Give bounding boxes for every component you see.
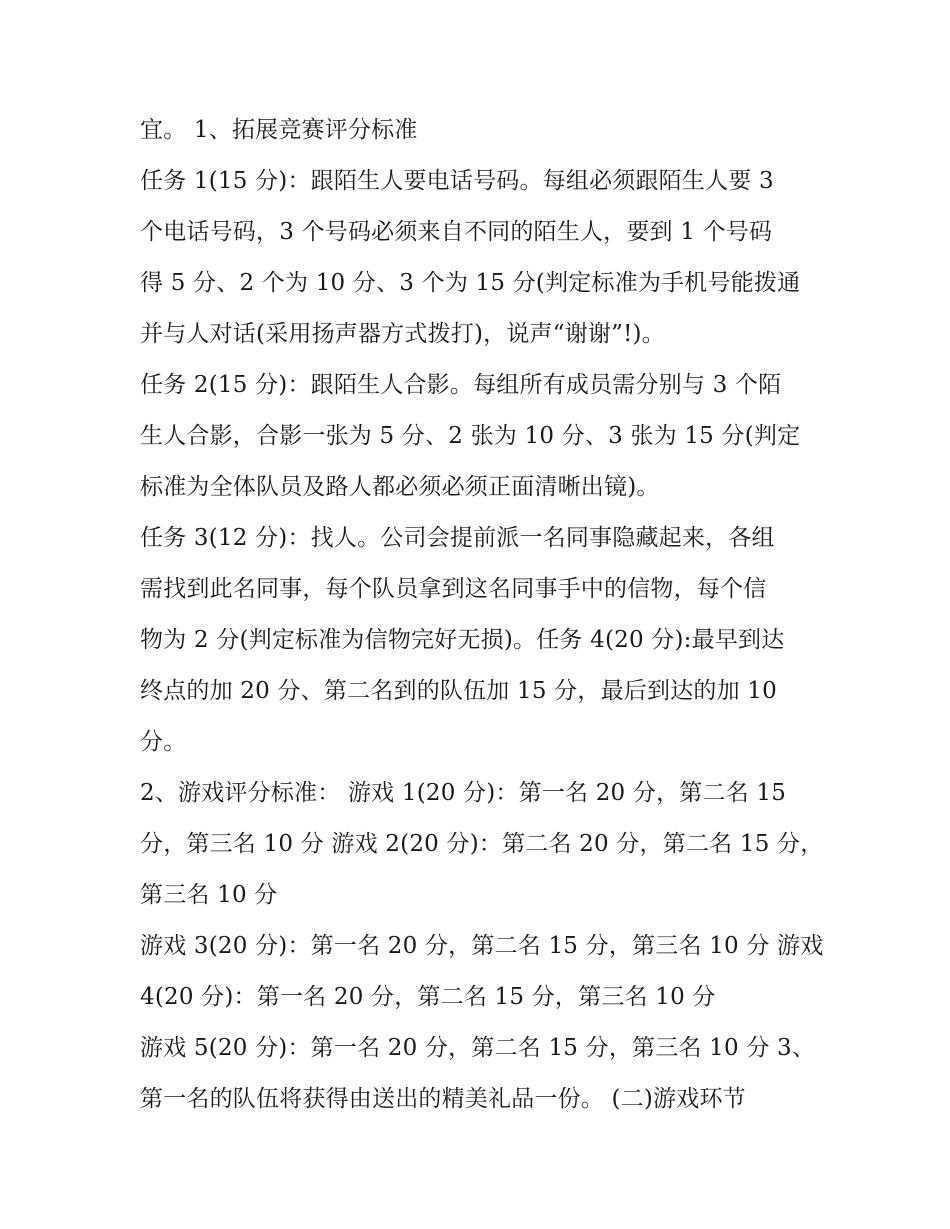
text-line: 4(20 分)：第一名 20 分，第二名 15 分，第三名 10 分 xyxy=(140,984,716,1010)
text-line: 第三名 10 分 xyxy=(140,882,278,908)
document-body xyxy=(140,105,824,1125)
text-line: 宜。 1、拓展竞赛评分标准 xyxy=(140,117,418,143)
text-line: 物为 2 分(判定标准为信物完好无损)。任务 4(20 分):最早到达 xyxy=(140,627,785,653)
text-line: 任务 2(15 分)：跟陌生人合影。每组所有成员需分别与 3 个陌 xyxy=(140,372,782,398)
text-line: 分。 xyxy=(140,729,187,755)
text-line: 生人合影，合影一张为 5 分、2 张为 10 分、3 张为 15 分(判定 xyxy=(140,423,801,449)
text-line: 游戏 3(20 分)：第一名 20 分，第二名 15 分，第三名 10 分 游戏 xyxy=(140,933,824,959)
text-line: 得 5 分、2 个为 10 分、3 个为 15 分(判定标准为手机号能拨通 xyxy=(140,270,801,296)
text-line: 标准为全体队员及路人都必须必须正面清晰出镜)。 xyxy=(140,474,660,500)
text-line: 第一名的队伍将获得由送出的精美礼品一份。 (二)游戏环节 xyxy=(140,1086,746,1112)
text-line: 2、游戏评分标准： 游戏 1(20 分)：第一名 20 分，第二名 15 xyxy=(140,780,787,806)
text-line: 任务 3(12 分)：找人。公司会提前派一名同事隐藏起来，各组 xyxy=(140,525,775,551)
text-line: 并与人对话(采用扬声器方式拨打)，说声“谢谢”!)。 xyxy=(140,321,665,347)
text-line: 任务 1(15 分)：跟陌生人要电话号码。每组必须跟陌生人要 3 xyxy=(140,168,774,194)
text-line: 分，第三名 10 分 游戏 2(20 分)：第二名 20 分，第二名 15 分， xyxy=(140,831,824,857)
text-line: 终点的加 20 分、第二名到的队伍加 15 分，最后到达的加 10 xyxy=(140,678,777,704)
text-line: 游戏 5(20 分)：第一名 20 分，第二名 15 分，第三名 10 分 3、 xyxy=(140,1035,816,1061)
text-line: 个电话号码，3 个号码必须来自不同的陌生人，要到 1 个号码 xyxy=(140,219,773,245)
text-line: 需找到此名同事，每个队员拿到这名同事手中的信物，每个信 xyxy=(140,576,767,602)
